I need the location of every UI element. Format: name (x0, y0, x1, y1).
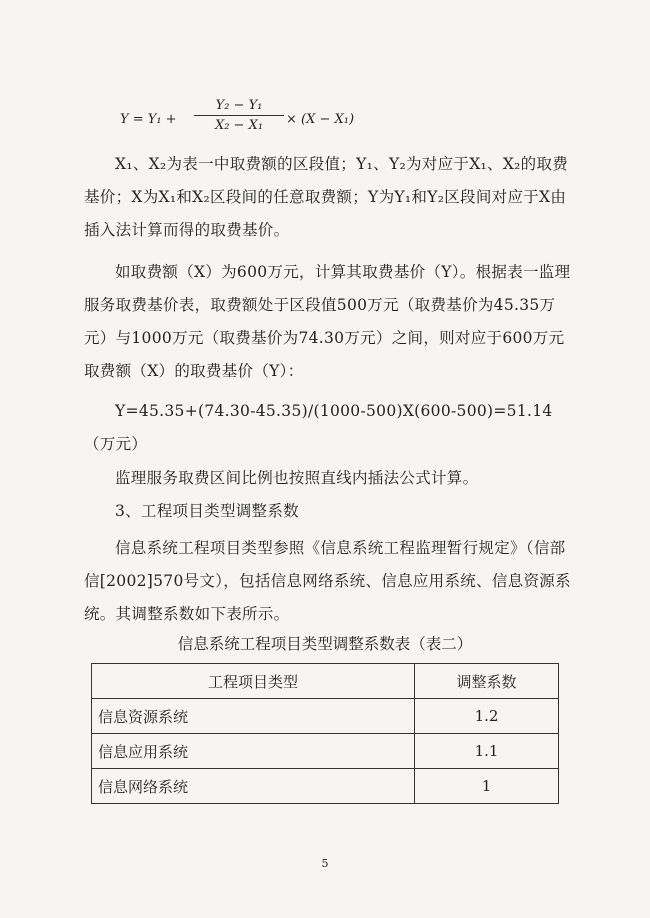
cell-coefficient: 1.1 (415, 734, 559, 769)
table-caption: 信息系统工程项目类型调整系数表（表二） (177, 635, 473, 653)
cell-coefficient: 1.2 (415, 699, 559, 734)
table-header-row (92, 664, 559, 699)
table-row (92, 769, 559, 804)
paragraph-ratio-note: 监理服务取费区间比例也按照直线内插法公式计算。 (115, 469, 479, 487)
formula-numerator: Y₂ − Y₁ (194, 98, 284, 116)
paragraph-variable-definitions: X₁、X₂为表一中取费额的区段值；Y₁、Y₂为对应于X₁、X₂的取费基价；X为X₁和X₂区段间的任意取费额；Y为Y₁和Y₂区段间对应于X由插入法计算而得的取费基价。 (84, 155, 569, 239)
cell-type: 信息资源系统 (92, 699, 415, 734)
page-number: 5 (321, 857, 329, 870)
cell-coefficient: 1 (415, 769, 559, 804)
cell-type: 信息应用系统 (92, 734, 415, 769)
paragraph-project-types: 信息系统工程项目类型参照《信息系统工程监理暂行规定》（信部信[2002]570号文），包括信息网络系统、信息应用系统、信息资源系统。其调整系数如下表所示。 (84, 539, 571, 623)
formula-denominator: X₂ − X₁ (214, 118, 264, 133)
header-project-type: 工程项目类型 (92, 664, 415, 699)
formula-rhs: × (X − X₁) (286, 112, 355, 127)
header-coefficient: 调整系数 (415, 664, 559, 699)
table-row (92, 734, 559, 769)
cell-type: 信息网络系统 (92, 769, 415, 804)
section-heading: 3、工程项目类型调整系数 (115, 502, 299, 520)
paragraph-example: 如取费额（X）为600万元，计算其取费基价（Y）。根据表一监理服务取费基价表，取费额处于区段值500万元（取费基价为45.35万元）与1000万元（取费基价为74.30万元）之间，则对应于600万元取费额（X）的取费基价（Y）： (84, 263, 571, 380)
adjustment-coefficient-table (91, 663, 559, 804)
formula-lhs: Y = Y₁ + (120, 112, 177, 127)
formula-fraction (194, 98, 284, 133)
table-row (92, 699, 559, 734)
paragraph-calculation: Y=45.35+(74.30-45.35)/(1000-500)X(600-500)=51.14（万元） (84, 402, 553, 453)
